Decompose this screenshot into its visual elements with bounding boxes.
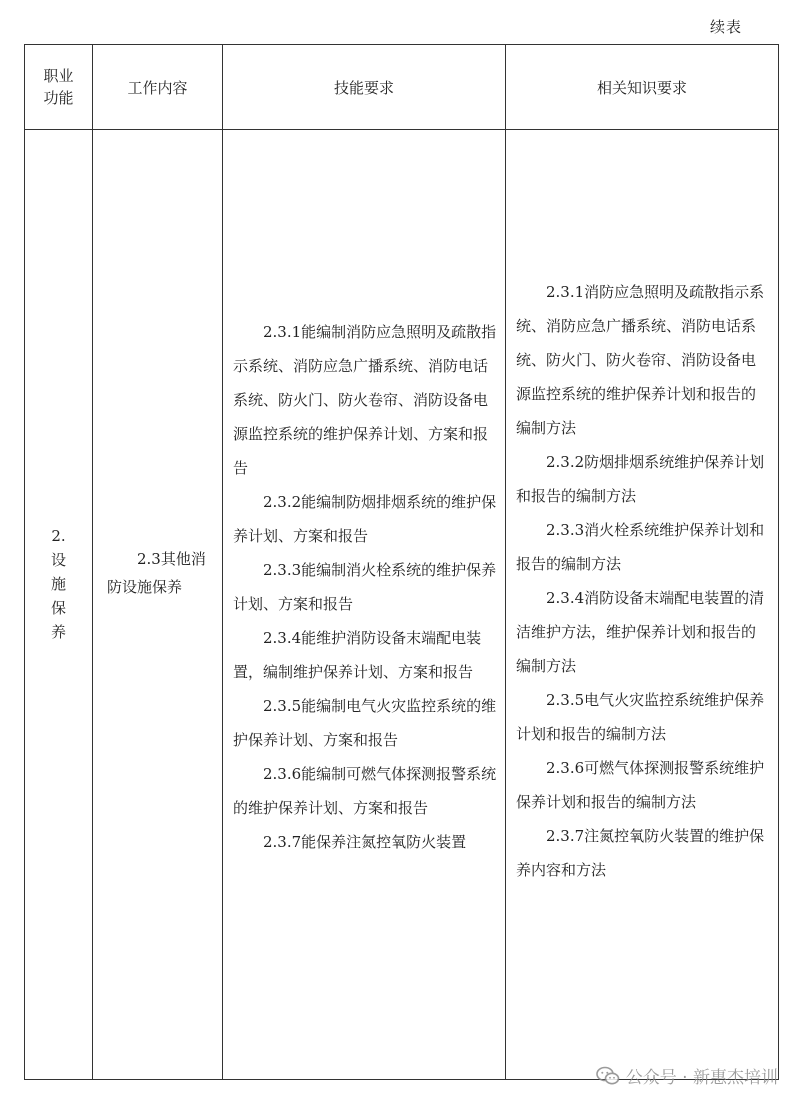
function-char: 设 (50, 550, 66, 569)
knowledge-item: 2.3.7注氮控氧防火装置的维护保养内容和方法 (516, 826, 765, 879)
function-char: 施 (50, 574, 66, 593)
skill-item: 2.3.1能编制消防应急照明及疏散指示系统、消防应急广播系统、消防电话系统、防火门、防火卷帘、消防设备电源监控系统的维护保养计划、方案和报告 (233, 322, 497, 477)
watermark (596, 1063, 778, 1088)
continued-label: 续表 (709, 18, 742, 36)
knowledge-item: 2.3.6可燃气体探测报警系统维护保养计划和报告的编制方法 (516, 758, 765, 811)
skills-list (233, 315, 497, 859)
skill-item: 2.3.3能编制消火栓系统的维护保养计划、方案和报告 (233, 560, 497, 613)
header-skill-requirements: 技能要求 (223, 45, 506, 130)
header-function-label: 职业功能 (43, 67, 74, 107)
work-content-cell (93, 130, 223, 1080)
function-char: 保 (50, 598, 66, 617)
skill-item: 2.3.7能保养注氮控氧防火装置 (263, 832, 467, 851)
knowledge-cell (506, 130, 779, 1080)
skills-cell (223, 130, 506, 1080)
function-char: 2. (51, 526, 66, 545)
knowledge-item: 2.3.5电气火灾监控系统维护保养计划和报告的编制方法 (516, 690, 765, 743)
header-knowledge-requirements: 相关知识要求 (506, 45, 779, 130)
knowledge-item: 2.3.2防烟排烟系统维护保养计划和报告的编制方法 (516, 452, 765, 505)
header-work-content: 工作内容 (93, 45, 223, 130)
watermark-text: 公众号 · 新惠杰培训 (625, 1068, 778, 1088)
table-row (25, 130, 779, 1080)
knowledge-item: 2.3.3消火栓系统维护保养计划和报告的编制方法 (516, 520, 765, 573)
requirements-table (24, 44, 779, 1080)
work-content-text: 2.3其他消防设施保养 (107, 549, 206, 596)
header-row (25, 45, 779, 130)
skill-item: 2.3.5能编制电气火灾监控系统的维护保养计划、方案和报告 (233, 696, 497, 749)
knowledge-list (516, 275, 768, 887)
skill-item: 2.3.6能编制可燃气体探测报警系统的维护保养计划、方案和报告 (233, 764, 497, 817)
function-char: 养 (50, 622, 66, 641)
skill-item: 2.3.2能编制防烟排烟系统的维护保养计划、方案和报告 (233, 492, 497, 545)
knowledge-item: 2.3.1消防应急照明及疏散指示系统、消防应急广播系统、消防电话系统、防火门、防火卷帘、消防设备电源监控系统的维护保养计划和报告的编制方法 (516, 282, 765, 437)
skill-item: 2.3.4能维护消防设备末端配电装置，编制维护保养计划、方案和报告 (233, 628, 482, 681)
function-cell (25, 130, 93, 1080)
knowledge-item: 2.3.4消防设备末端配电装置的清洁维护方法，维护保养计划和报告的编制方法 (516, 588, 765, 675)
header-function (25, 45, 93, 130)
wechat-icon (596, 1066, 620, 1086)
